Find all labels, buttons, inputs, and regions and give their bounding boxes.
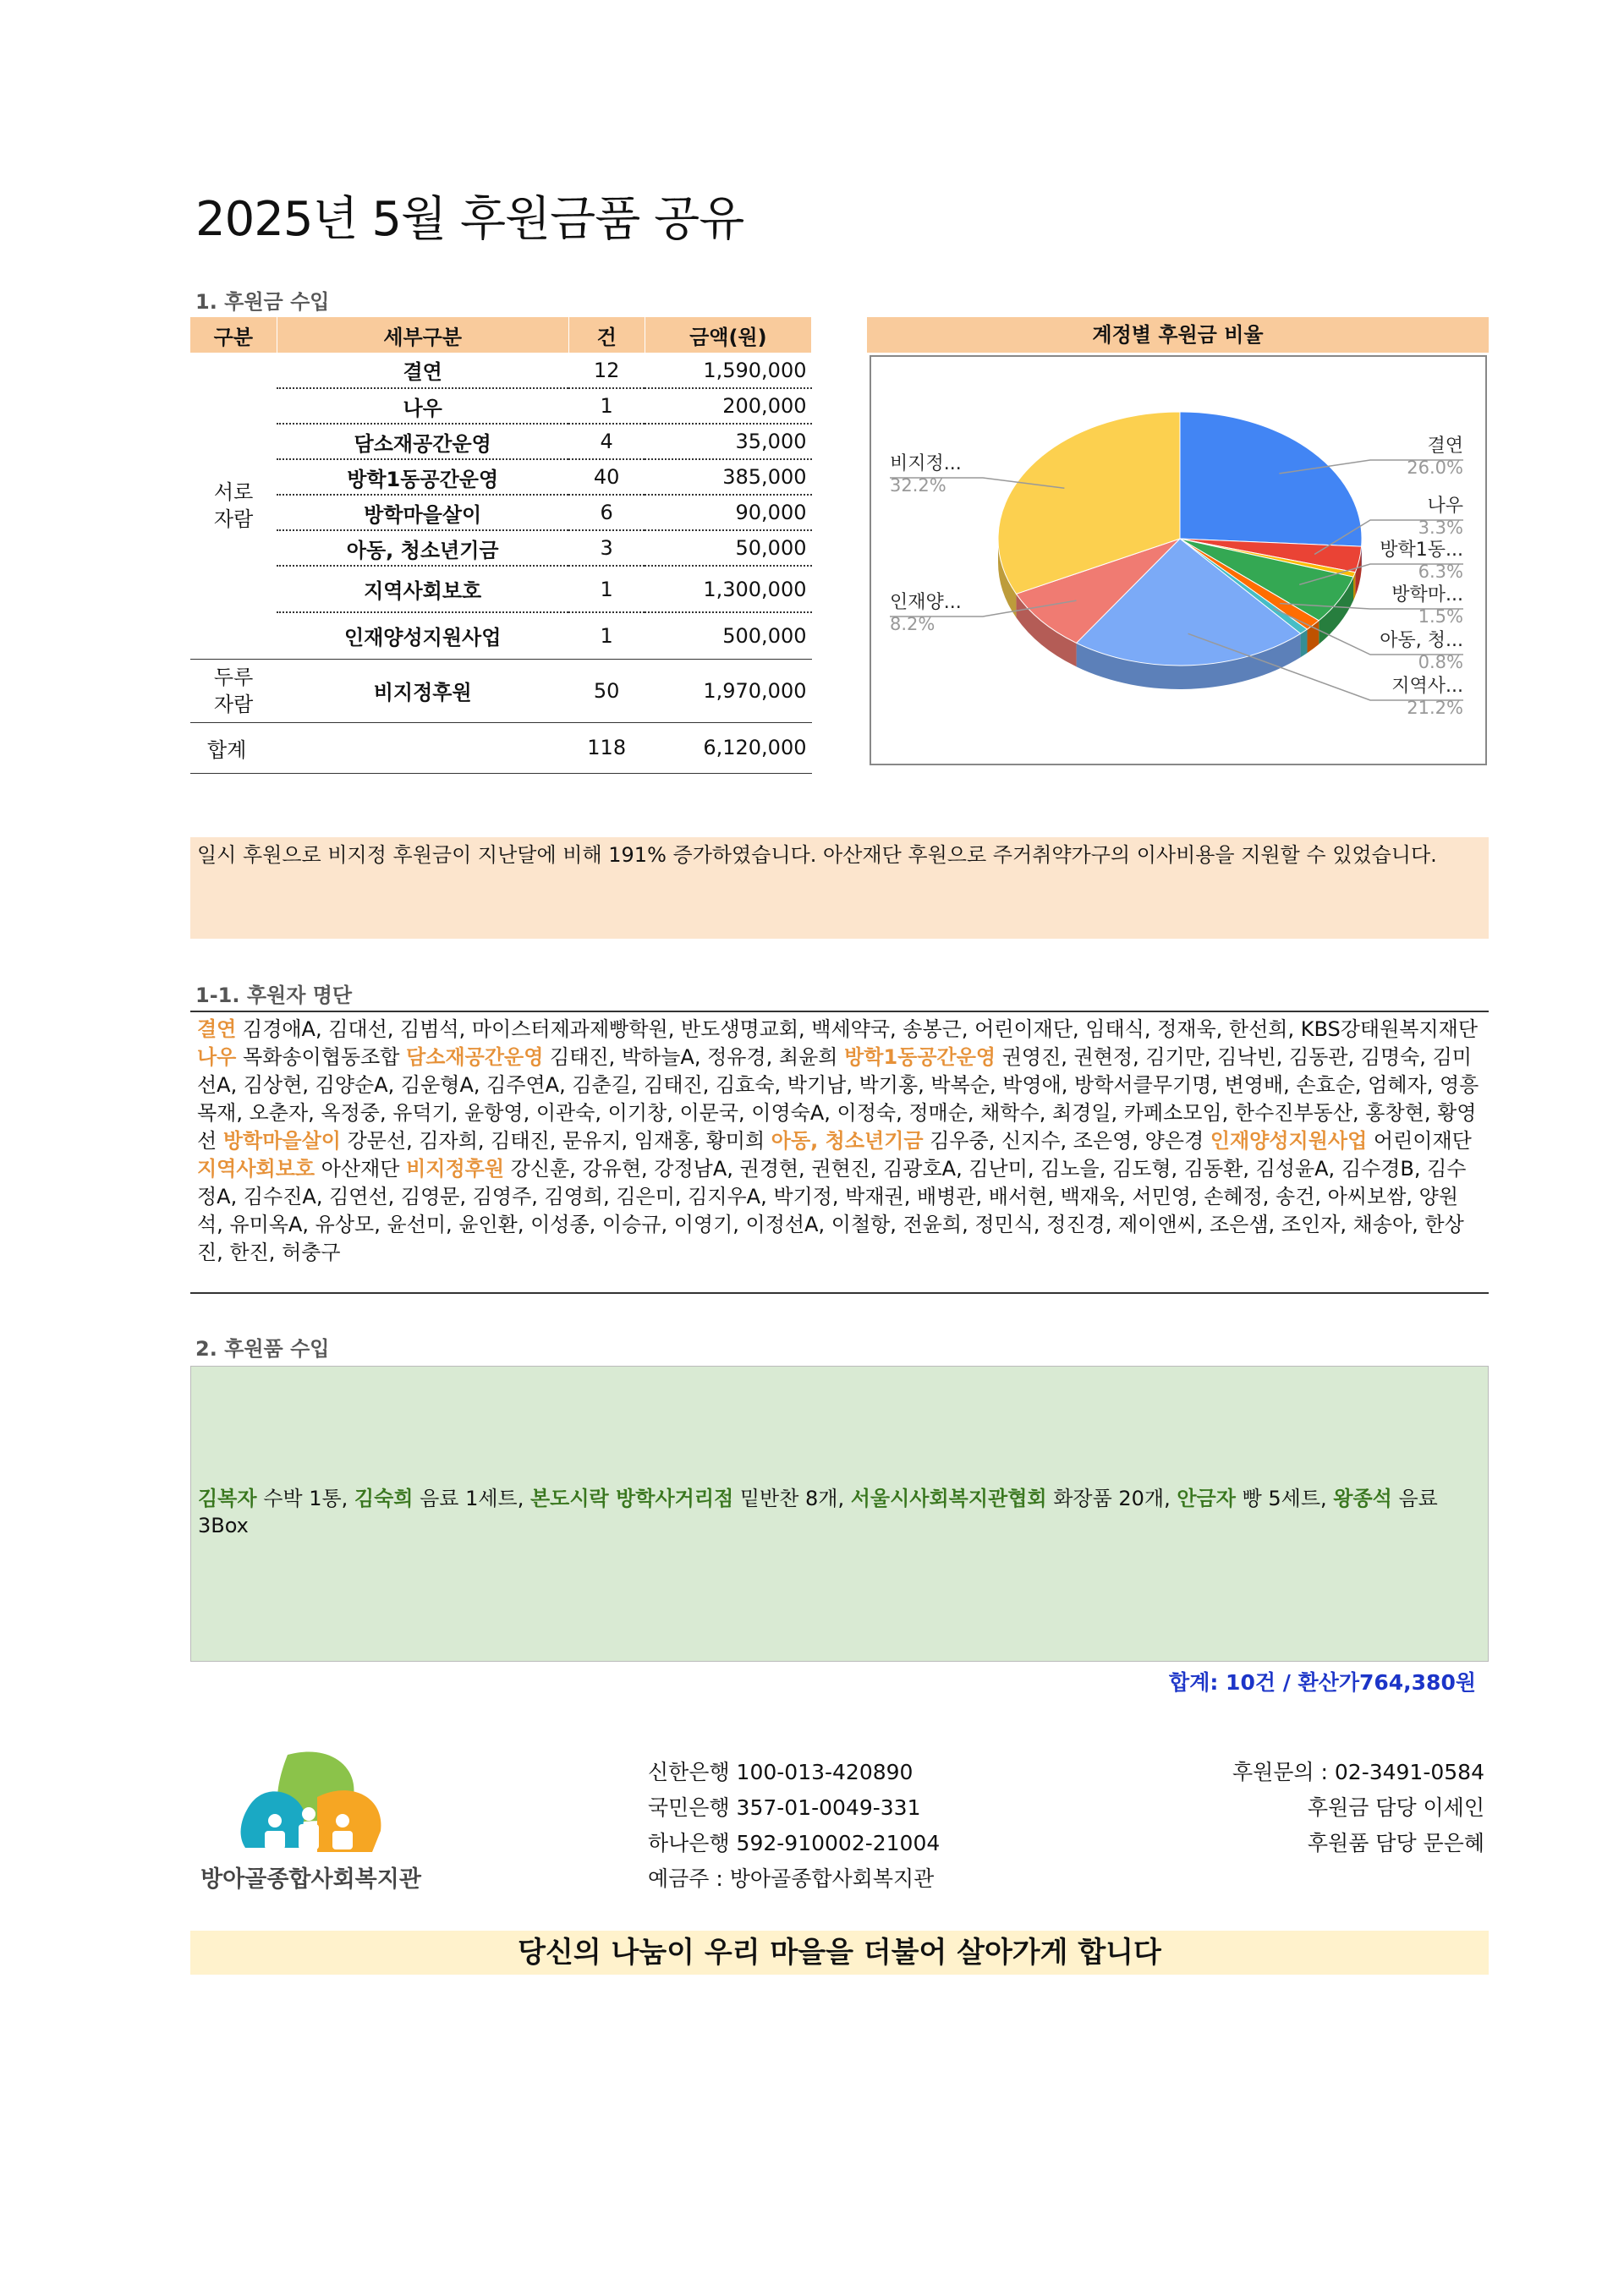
goods-item: 음료 3Box: [198, 1487, 1438, 1537]
donor-names: 김태진, 박하늘A, 정유경, 최윤희: [543, 1045, 845, 1069]
total-empty: [277, 722, 568, 773]
row-amount: 1,590,000: [645, 353, 811, 388]
bank-account: 하나은행 592-910002-21004: [648, 1831, 941, 1855]
table-row: [190, 566, 812, 612]
row-amount: 35,000: [645, 424, 811, 459]
row-name: 담소재공간운영: [277, 424, 568, 459]
header-count: 건: [568, 317, 645, 353]
bank-account: 신한은행 100-013-420890: [648, 1760, 914, 1784]
pie-slice: [1180, 412, 1362, 546]
header-category: 구분: [190, 317, 277, 353]
donor-names: 김우중, 신지수, 조은영, 양은경: [923, 1129, 1210, 1153]
row-name: 방학마을살이: [277, 495, 568, 530]
pie-percent-label: 32.2%: [890, 475, 946, 496]
pie-label: 아동, 청...: [1380, 630, 1463, 651]
row-name: 나우: [277, 388, 568, 424]
goods-item: 빵 5세트,: [1235, 1487, 1334, 1510]
donor-category: 비지정후원: [406, 1157, 505, 1181]
row-count: 50: [568, 659, 645, 722]
table-row: [190, 388, 812, 424]
row-amount: 385,000: [645, 459, 811, 495]
table-row: [190, 495, 812, 530]
row-count: 12: [568, 353, 645, 388]
group-duru: [190, 659, 277, 722]
donor-category: 방학1동공간운영: [844, 1045, 996, 1069]
row-count: 1: [568, 612, 645, 659]
goods-item: 음료 1세트,: [413, 1487, 530, 1510]
pie-percent-label: 8.2%: [890, 614, 935, 634]
pie-label: 결연: [1427, 436, 1463, 457]
donor-category: 아동, 청소년기금: [771, 1129, 924, 1153]
logo-figure: [332, 1831, 353, 1849]
logo-figure: [299, 1824, 319, 1849]
row-name: 결연: [277, 353, 568, 388]
contacts: [1232, 1755, 1484, 1861]
goods-donor: 김숙희: [354, 1487, 414, 1510]
goods-donor: 본도시락 방학사거리점: [530, 1487, 734, 1510]
pie-label: 나우: [1427, 496, 1463, 517]
row-name: 인재양성지원사업: [277, 612, 568, 659]
row-amount: 200,000: [645, 388, 811, 424]
goods-item: 수박 1통,: [256, 1487, 354, 1510]
logo-figure: [268, 1814, 282, 1827]
goods-total: 합계: 10건 / 환산가764,380원: [1169, 1670, 1476, 1695]
donor-names: 아산재단: [315, 1157, 407, 1181]
row-amount: 90,000: [645, 495, 811, 530]
table-header-row: [190, 317, 812, 353]
donor-names: 목화송이협동조합: [236, 1045, 407, 1069]
row-name: 아동, 청소년기금: [277, 530, 568, 566]
pie-percent-label: 6.3%: [1418, 562, 1463, 582]
donor-category: 방학마을살이: [222, 1129, 341, 1153]
row-count: 1: [568, 388, 645, 424]
row-count: 4: [568, 424, 645, 459]
goods-item: 화장품 20개,: [1046, 1487, 1177, 1510]
donor-names: 김경애A, 김대선, 김범석, 마이스터제과제빵학원, 반도생명교회, 백세약국, 송봉근, 어린이재단, 임태식, 정재욱, 한선희, KBS강태원복지재단: [236, 1017, 1479, 1041]
slogan: 당신의 나눔이 우리 마을을 더불어 살아가게 합니다: [190, 1931, 1489, 1975]
table-row: [190, 530, 812, 566]
top-divider: [140, 145, 1489, 147]
contact-line: 후원금 담당 이세인: [1307, 1795, 1484, 1820]
donor-names: 어린이재단: [1367, 1129, 1472, 1153]
row-amount: 1,300,000: [645, 566, 811, 612]
row-count: 6: [568, 495, 645, 530]
row-count: 1: [568, 566, 645, 612]
goods-donor: 안금자: [1177, 1487, 1236, 1510]
donor-category: 나우: [197, 1045, 237, 1069]
goods-donor: 왕종석: [1333, 1487, 1392, 1510]
row-name: 방학1동공간운영: [277, 459, 568, 495]
section-goods-label: 2. 후원품 수입: [195, 1337, 330, 1361]
donor-names: 권영진, 권현정, 김기만, 김낙빈, 김동관, 김명숙, 김미선A, 김상현, 김양순A, 김운형A, 김주연A, 김춘길, 김태진, 김효숙, 박기남, 박기홍, 박복순, 박영애, 방학서클무기명, 변영배, 손효순, 엄혜자, 영흥목재, 오춘자, 옥정중, 유덕기, 윤항영, 이관숙, 이기창, 이문국, 이영숙A, 이정숙, 정매순, 채학수, 최경일, 카페소모임, 한수진부동산, 홍창현, 황영선: [197, 1045, 1479, 1153]
bank-accounts: [648, 1755, 940, 1897]
donor-names: 강문선, 김자희, 김태진, 문유지, 임재홍, 황미희: [340, 1129, 771, 1153]
pie-percent-label: 0.8%: [1418, 652, 1463, 672]
org-name: 방아골종합사회복지관: [200, 1866, 421, 1893]
contact-line: 후원문의 : 02-3491-0584: [1232, 1760, 1484, 1784]
row-amount: 50,000: [645, 530, 811, 566]
group-seoro: [190, 353, 277, 659]
pie-chart-box: [870, 355, 1487, 765]
goods-list: [190, 1366, 1489, 1662]
pie-percent-label: 21.2%: [1407, 698, 1463, 718]
section-income-label: 1. 후원금 수입: [195, 290, 330, 314]
row-name: 비지정후원: [277, 659, 568, 722]
total-amount: 6,120,000: [645, 722, 811, 773]
pie-label: 방학1동...: [1380, 540, 1463, 561]
total-count: 118: [568, 722, 645, 773]
table-body: [190, 353, 812, 773]
goods-donor: 김복자: [198, 1487, 257, 1510]
donor-names: 강신훈, 강유현, 강정남A, 권경현, 권현진, 김광호A, 김난미, 김노을, 김도형, 김동환, 김성윤A, 김수경B, 김수정A, 김수진A, 김연선, 김영문, 김영주, 김영희, 김은미, 김지우A, 박기정, 박재권, 배병관, 배서현, 백재욱, 서민영, 손혜정, 송건, 아씨보쌈, 양원석, 유미옥A, 유상모, 윤선미, 윤인환, 이성종, 이승규, 이영기, 이정선A, 이철항, 전윤희, 정민식, 정진경, 제이앤씨, 조은샘, 조인자, 채송아, 한상진, 한진, 허충구: [197, 1157, 1467, 1264]
bank-account: 예금주 : 방아골종합사회복지관: [648, 1866, 935, 1891]
pie-percent-label: 1.5%: [1418, 606, 1463, 627]
section-donors-label: 1-1. 후원자 명단: [195, 984, 353, 1007]
header-subcategory: 세부구분: [277, 317, 568, 353]
bank-account: 국민은행 357-01-0049-331: [648, 1795, 921, 1820]
table-total-row: [190, 722, 812, 773]
table-row: [190, 459, 812, 495]
note-box: 일시 후원으로 비지정 후원금이 지난달에 비해 191% 증가하였습니다. 아산재단 후원으로 주거취약가구의 이사비용을 지원할 수 있었습니다.: [190, 837, 1489, 939]
page-title: 2025년 5월 후원금품 공유: [195, 192, 744, 247]
logo-figure: [265, 1831, 285, 1849]
row-amount: 500,000: [645, 612, 811, 659]
group-duru-label: 두루 자람: [213, 665, 254, 716]
donor-category: 결연: [197, 1017, 237, 1041]
row-amount: 1,970,000: [645, 659, 811, 722]
row-count: 40: [568, 459, 645, 495]
table-row: [190, 612, 812, 659]
pie-label: 인재양...: [890, 592, 962, 613]
pie-chart: [871, 357, 1485, 764]
pie-label: 비지정...: [890, 453, 962, 474]
group-seoro-label: 서로 자람: [213, 479, 254, 531]
table-row: [190, 353, 812, 388]
donor-category: 지역사회보호: [197, 1157, 315, 1181]
chart-title: 계정별 후원금 비율: [867, 317, 1489, 353]
contact-line: 후원품 담당 문은혜: [1307, 1831, 1484, 1855]
donor-list: [190, 1011, 1489, 1294]
goods-item: 밑반찬 8개,: [733, 1487, 851, 1510]
pie-label: 방학마...: [1391, 584, 1463, 606]
row-name: 지역사회보호: [277, 566, 568, 612]
goods-donor: 서울시사회복지관협회: [850, 1487, 1047, 1510]
donor-category: 담소재공간운영: [406, 1045, 544, 1069]
table-row: [190, 659, 812, 722]
header-amount: 금액(원): [645, 317, 811, 353]
row-count: 3: [568, 530, 645, 566]
total-label: 합계: [190, 722, 277, 773]
donor-category: 인재양성지원사업: [1210, 1129, 1368, 1153]
pie-percent-label: 26.0%: [1407, 458, 1463, 478]
pie-percent-label: 3.3%: [1418, 518, 1463, 538]
pie-label: 지역사...: [1391, 676, 1463, 697]
table-row: [190, 424, 812, 459]
logo-figure: [336, 1814, 349, 1827]
logo-figure: [302, 1807, 315, 1821]
donation-summary-table: [190, 317, 812, 774]
